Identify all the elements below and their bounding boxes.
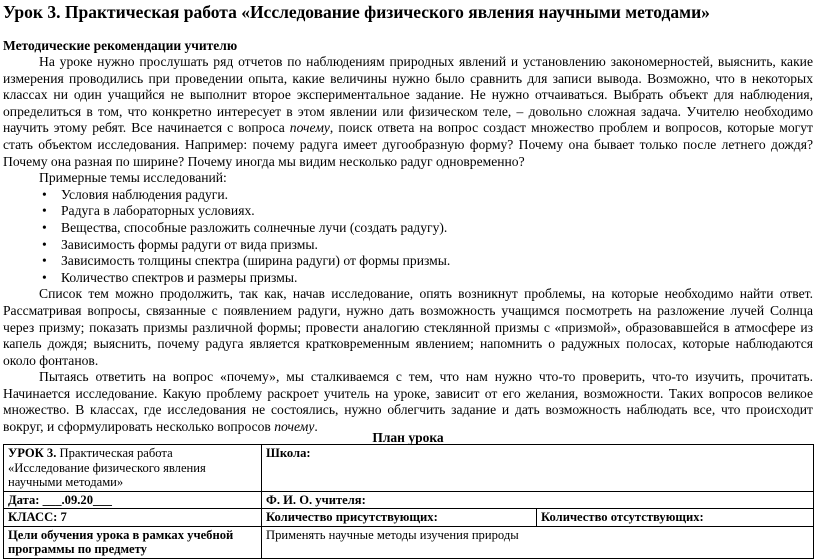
lesson-plan-table <box>3 444 814 559</box>
document-body <box>3 54 813 436</box>
topics-label: Примерные темы исследований: <box>39 170 227 186</box>
bullet-icon: • <box>42 203 47 219</box>
teacher-cell: Ф. И. О. учителя: <box>262 491 814 509</box>
absent-count-cell: Количество отсутствующих: <box>537 509 814 527</box>
paragraph-why: Пытаясь ответить на вопрос «почему», мы сталкиваемся с тем, что нам нужно что-то проверить, что-то изучить, прочитать. Начинается исследование. Какую проблему раскроет учитель на уроке, зависит от его желания, возможности. Таких вопросов великое множество. В классах, где исследования не состоялись, нужно облегчить задание и дать возможность наблюдать все, что происходит вокруг, и сформулировать несколько вопросов почему. <box>3 369 813 435</box>
table-row <box>4 491 814 509</box>
list-item: • Количество спектров и размеры призмы. <box>42 269 298 285</box>
date-cell: Дата: ___.09.20___ <box>4 491 262 509</box>
list-item: • Зависимость толщины спектра (ширина радуги) от формы призмы. <box>42 253 451 269</box>
list-item: • Условия наблюдения радуги. <box>42 186 229 202</box>
topics-list <box>3 187 813 287</box>
table-row <box>4 445 814 492</box>
bullet-icon: • <box>42 269 47 285</box>
lesson-cell: УРОК 3. Практическая работа «Исследование физического явления научными методами» <box>4 445 262 492</box>
list-item: • Вещества, способные разложить солнечные лучи (создать радугу). <box>42 219 448 235</box>
lesson-title: Урок 3. Практическая работа «Исследование физического явления научными методами» <box>3 2 710 22</box>
list-item: • Зависимость формы радуги от вида призмы. <box>42 236 318 252</box>
table-row <box>4 509 814 527</box>
goals-label-cell: Цели обучения урока в рамках учебной программы по предмету <box>4 526 262 558</box>
bullet-icon: • <box>42 236 47 252</box>
section-heading: Методические рекомендации учителю <box>3 38 238 53</box>
class-cell: КЛАСС: 7 <box>4 509 262 527</box>
bullet-icon: • <box>42 186 47 202</box>
table-row <box>4 526 814 558</box>
list-item: • Радуга в лабораторных условиях. <box>42 203 255 219</box>
paragraph-continuation: Список тем можно продолжить, так как, начав исследование, опять возникнут проблемы, на которые необходимо найти ответ. Рассматривая вопросы, связанные с появлением радуги, нужно дать возможность учащимся посмотреть на разложение лучей Солнца через призму; показать призмы различной формы; провести аналогию стеклянной призмы с «призмой», образовавшейся в атмосфере из капель дождя; выяснить, почему радуга является кратковременным явлением; напомнить о радужных полосах, которые наблюдаются около фонтанов. <box>3 286 813 368</box>
plan-title: План урока <box>372 430 444 445</box>
bullet-icon: • <box>42 253 47 269</box>
goals-value-cell: Применять научные методы изучения природы <box>262 526 814 558</box>
present-count-cell: Количество присутствующих: <box>262 509 537 527</box>
paragraph-intro: На уроке нужно прослушать ряд отчетов по наблюдениям природных явлений и установлению закономерностей, выяснить, какие измерения проводились при проведении опыта, какие величины нужно было сравнить для записи вывода. Возможно, что в некоторых классах ни один учащийся не выполнит второе экспериментальное задание. Не нужно отчаиваться. Выбрать объект для наблюдения, определиться в том, что конкретно интересует в этом явлении или физическом теле, – довольно сложная задача. Учителю необходимо научить этому ребят. Все начинается с вопроса почему, поиск ответа на вопрос создаст множество проблем и вопросов, которые могут стать объектом исследования. Например: почему радуга имеет дугообразную форму? Почему она бывает только после летнего дождя? Почему она разная по ширине? Почему иногда мы видим несколько радуг одновременно? <box>3 54 813 169</box>
school-cell: Школа: <box>262 445 814 492</box>
bullet-icon: • <box>42 219 47 235</box>
